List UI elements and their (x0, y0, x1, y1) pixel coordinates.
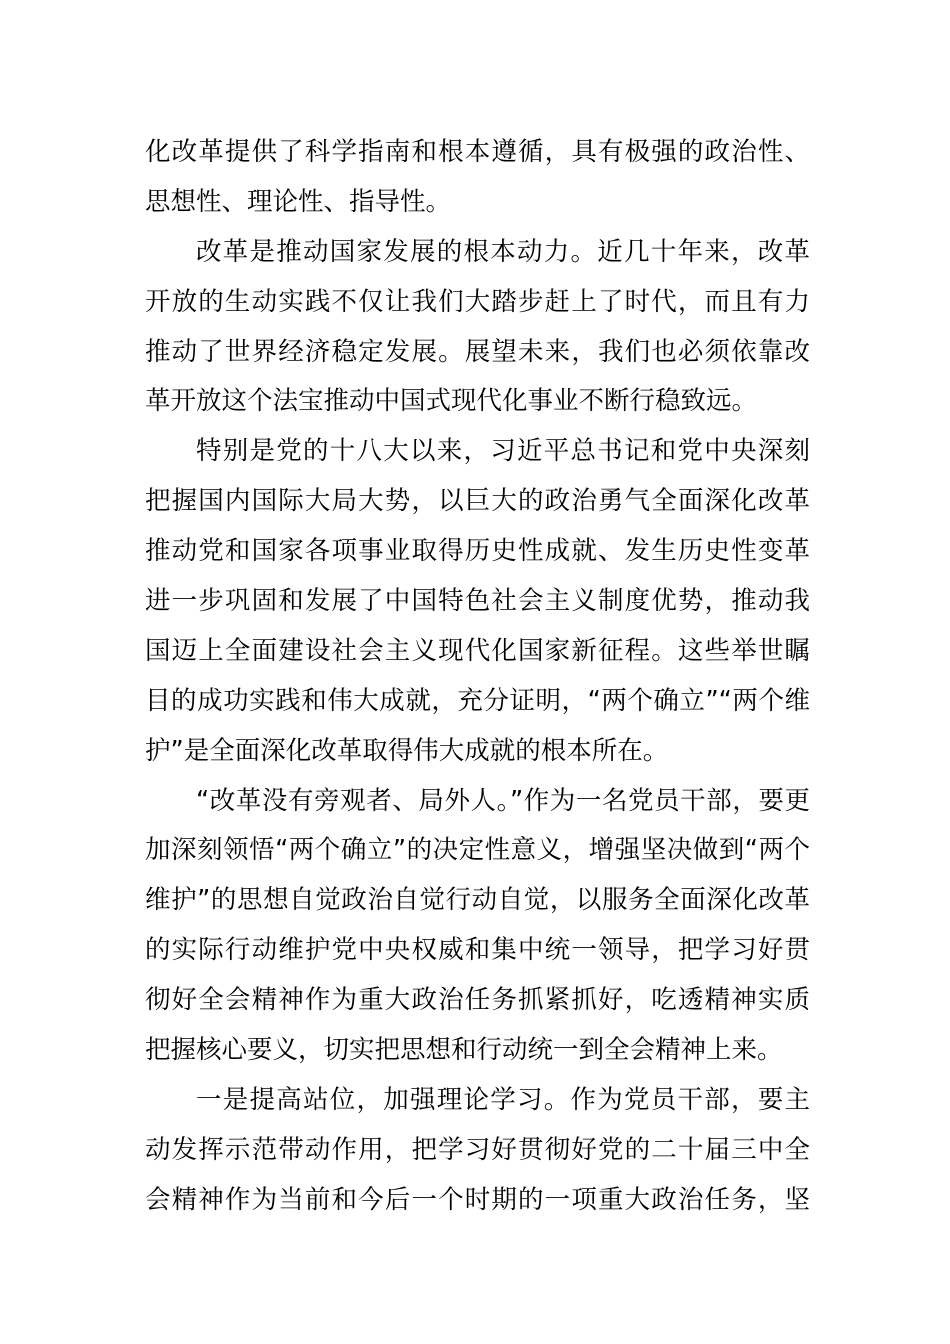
paragraph-line: 特别是党的十八大以来，习近平总书记和党中央深刻 (196, 436, 810, 467)
paragraph-line: 一是提高站位，加强理论学习。作为党员干部，要主 (196, 1084, 810, 1115)
paragraph (145, 1076, 810, 1226)
paragraph-line: 改革是推动国家发展的根本动力。近几十年来，改革 (196, 236, 810, 267)
paragraph-line: 会精神作为当前和今后一个时期的一项重大政治任务，坚 (145, 1184, 810, 1215)
paragraph (145, 228, 810, 428)
paragraph-line: 动发挥示范带动作用，把学习好贯彻好党的二十届三中全 (145, 1134, 810, 1165)
paragraph-line: 推动了世界经济稳定发展。展望未来，我们也必须依靠改 (145, 336, 810, 367)
paragraph-line: 革开放这个法宝推动中国式现代化事业不断行稳致远。 (145, 386, 758, 417)
paragraph-line: 思想性、理论性、指导性。 (145, 186, 452, 217)
paragraph-line: 彻好全会精神作为重大政治任务抓紧抓好，吃透精神实质 (145, 985, 810, 1016)
paragraph-line: 推动党和国家各项事业取得历史性成就、发生历史性变革 (145, 536, 810, 567)
paragraph-line: 的实际行动维护党中央权威和集中统一领导，把学习好贯 (145, 935, 810, 966)
paragraph-line: 把握核心要义，切实把思想和行动统一到全会精神上来。 (145, 1035, 783, 1066)
paragraph-line: 化改革提供了科学指南和根本遵循，具有极强的政治性、 (145, 137, 810, 167)
paragraph-line: 加深刻领悟“两个确立”的决定性意义，增强坚决做到“两个 (145, 835, 810, 866)
paragraph (145, 128, 810, 228)
paragraph-line: “改革没有旁观者、局外人。”作为一名党员干部，要更 (196, 785, 810, 816)
document-body (145, 128, 810, 1226)
paragraph-line: 维护”的思想自觉政治自觉行动自觉，以服务全面深化改革 (145, 885, 810, 916)
paragraph-line: 护”是全面深化改革取得伟大成就的根本所在。 (145, 735, 669, 766)
paragraph (145, 427, 810, 776)
paragraph (145, 777, 810, 1076)
paragraph-line: 目的成功实践和伟大成就，充分证明，“两个确立”“两个维 (145, 685, 810, 716)
paragraph-line: 把握国内国际大局大势，以巨大的政治勇气全面深化改革 (145, 486, 810, 517)
paragraph-line: 进一步巩固和发展了中国特色社会主义制度优势，推动我 (145, 586, 810, 617)
paragraph-line: 开放的生动实践不仅让我们大踏步赶上了时代，而且有力 (145, 286, 810, 317)
paragraph-line: 国迈上全面建设社会主义现代化国家新征程。这些举世瞩 (145, 635, 810, 666)
